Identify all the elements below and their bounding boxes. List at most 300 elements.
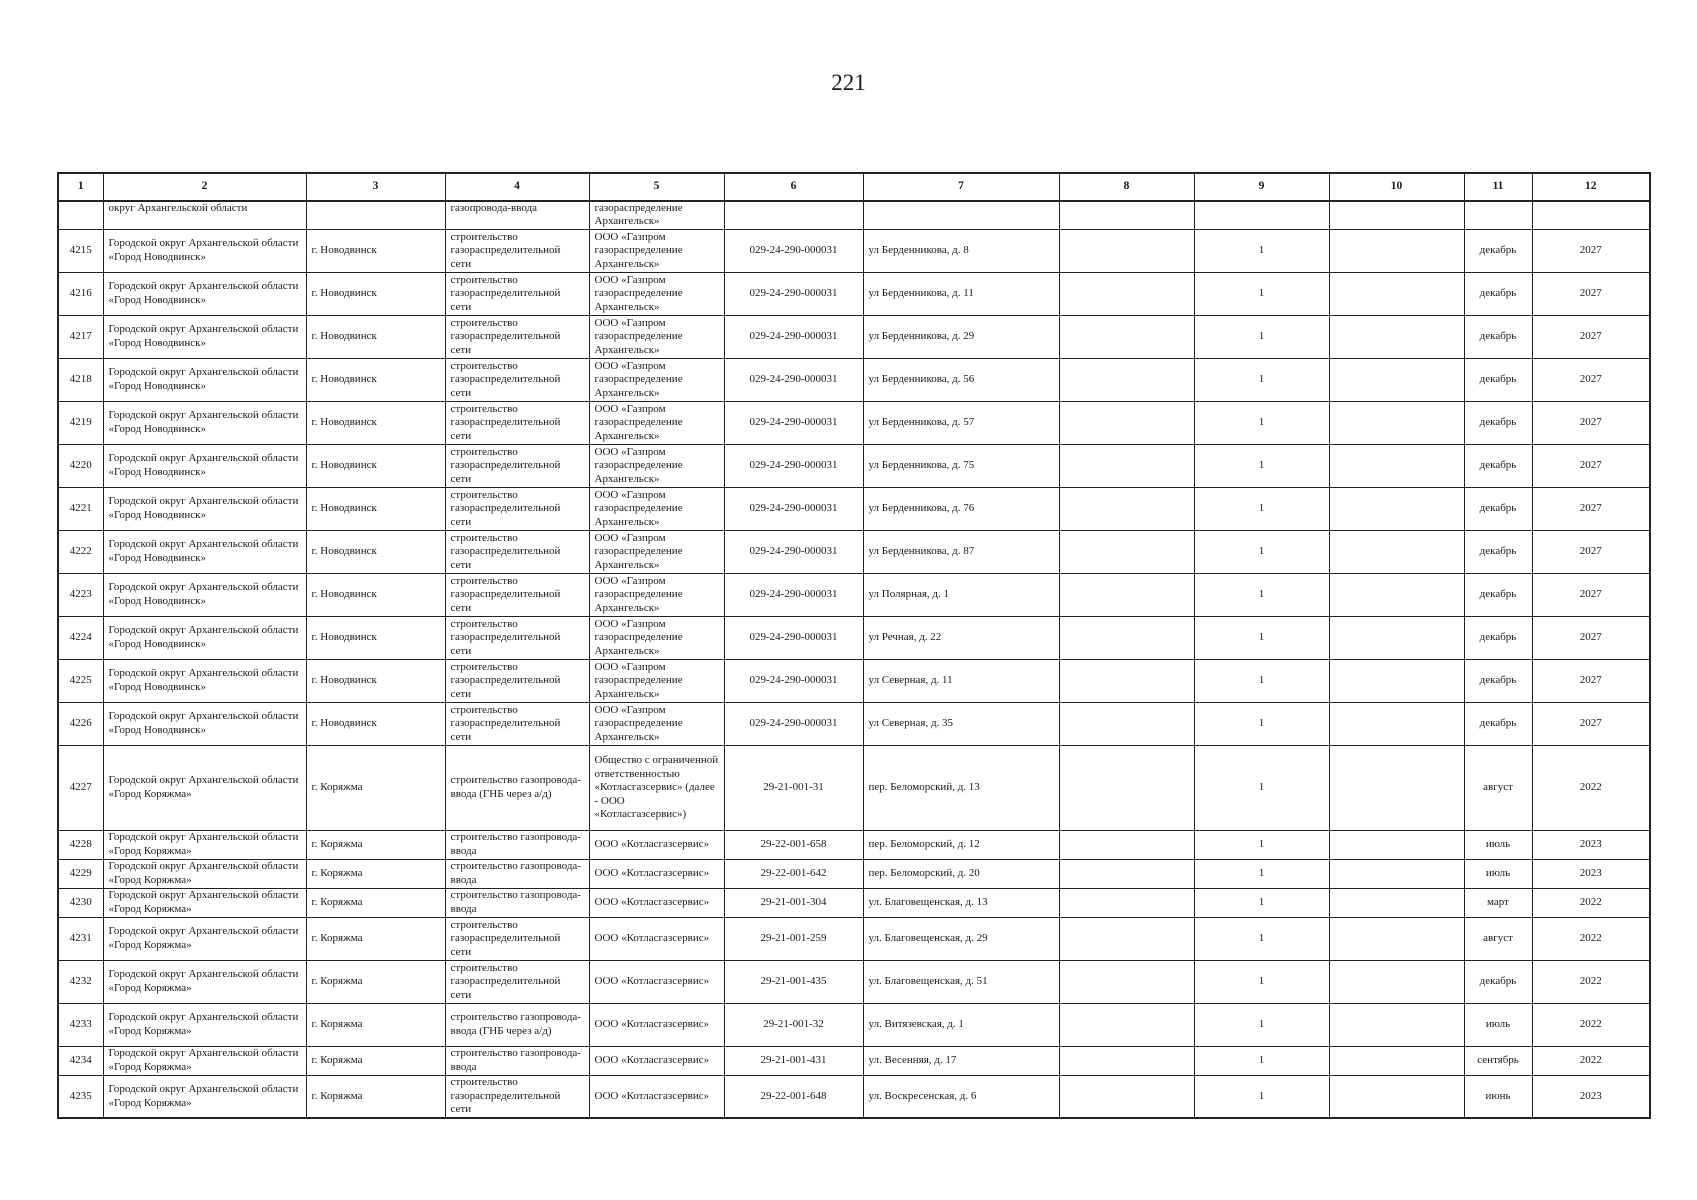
- month-cell: декабрь: [1464, 229, 1532, 272]
- column-10-cell: [1329, 616, 1464, 659]
- column-8-cell: [1059, 659, 1194, 702]
- locality-cell: г. Новодвинск: [306, 444, 445, 487]
- locality-cell: г. Новодвинск: [306, 659, 445, 702]
- column-8-cell: [1059, 573, 1194, 616]
- district-cell: Городской округ Архангельской области «Город Новодвинск»: [103, 702, 306, 745]
- work-type-cell: строительство газораспределительной сети: [445, 659, 589, 702]
- code-cell: 29-21-001-304: [724, 888, 863, 917]
- year-cell: 2023: [1532, 859, 1650, 888]
- cell: [58, 201, 103, 229]
- organization-cell: Общество с ограниченной ответственностью «Котласгазсервис» (далее - ООО «Котласгазсервис»): [589, 745, 724, 830]
- address-cell: ул Северная, д. 11: [863, 659, 1059, 702]
- district-cell: Городской округ Архангельской области «Город Новодвинск»: [103, 573, 306, 616]
- work-type-cell: строительство газораспределительной сети: [445, 573, 589, 616]
- address-cell: ул Северная, д. 35: [863, 702, 1059, 745]
- address-cell: пер. Беломорский, д. 12: [863, 830, 1059, 859]
- row-number: 4217: [58, 315, 103, 358]
- year-cell: 2023: [1532, 1075, 1650, 1118]
- cell: округ Архангельской области: [103, 201, 306, 229]
- row-number: 4220: [58, 444, 103, 487]
- column-header: 3: [306, 173, 445, 201]
- locality-cell: г. Новодвинск: [306, 702, 445, 745]
- column-8-cell: [1059, 702, 1194, 745]
- month-cell: декабрь: [1464, 616, 1532, 659]
- month-cell: декабрь: [1464, 315, 1532, 358]
- column-10-cell: [1329, 358, 1464, 401]
- cell: [1329, 201, 1464, 229]
- year-cell: 2027: [1532, 315, 1650, 358]
- year-cell: 2027: [1532, 272, 1650, 315]
- table-row: [58, 444, 1650, 487]
- code-cell: 029-24-290-000031: [724, 401, 863, 444]
- column-header: 8: [1059, 173, 1194, 201]
- address-cell: ул. Весенняя, д. 17: [863, 1046, 1059, 1075]
- column-9-cell: 1: [1194, 702, 1329, 745]
- column-10-cell: [1329, 573, 1464, 616]
- organization-cell: ООО «Газпром газораспределение Архангельск»: [589, 659, 724, 702]
- organization-cell: ООО «Котласгазсервис»: [589, 830, 724, 859]
- organization-cell: ООО «Газпром газораспределение Архангельск»: [589, 530, 724, 573]
- year-cell: 2022: [1532, 1046, 1650, 1075]
- table-row: [58, 1075, 1650, 1118]
- table-row: [58, 401, 1650, 444]
- row-number: 4216: [58, 272, 103, 315]
- column-10-cell: [1329, 830, 1464, 859]
- year-cell: 2022: [1532, 917, 1650, 960]
- gasification-register-table: [57, 172, 1651, 1119]
- work-type-cell: строительство газораспределительной сети: [445, 1075, 589, 1118]
- work-type-cell: строительство газораспределительной сети: [445, 917, 589, 960]
- code-cell: 029-24-290-000031: [724, 530, 863, 573]
- column-8-cell: [1059, 229, 1194, 272]
- locality-cell: г. Новодвинск: [306, 401, 445, 444]
- locality-cell: г. Коряжма: [306, 960, 445, 1003]
- district-cell: Городской округ Архангельской области «Город Коряжма»: [103, 1003, 306, 1046]
- cell: [1532, 201, 1650, 229]
- organization-cell: ООО «Котласгазсервис»: [589, 888, 724, 917]
- column-9-cell: 1: [1194, 1046, 1329, 1075]
- address-cell: ул Берденникова, д. 87: [863, 530, 1059, 573]
- table-body: [58, 201, 1650, 1118]
- month-cell: декабрь: [1464, 659, 1532, 702]
- row-number: 4235: [58, 1075, 103, 1118]
- month-cell: декабрь: [1464, 444, 1532, 487]
- code-cell: 029-24-290-000031: [724, 272, 863, 315]
- month-cell: декабрь: [1464, 358, 1532, 401]
- organization-cell: ООО «Газпром газораспределение Архангельск»: [589, 616, 724, 659]
- month-cell: июнь: [1464, 1075, 1532, 1118]
- address-cell: ул Берденникова, д. 57: [863, 401, 1059, 444]
- code-cell: 029-24-290-000031: [724, 573, 863, 616]
- code-cell: 029-24-290-000031: [724, 444, 863, 487]
- year-cell: 2027: [1532, 401, 1650, 444]
- address-cell: ул Берденникова, д. 76: [863, 487, 1059, 530]
- column-9-cell: 1: [1194, 272, 1329, 315]
- column-10-cell: [1329, 1046, 1464, 1075]
- table-row: [58, 358, 1650, 401]
- table-row: [58, 960, 1650, 1003]
- row-number: 4221: [58, 487, 103, 530]
- district-cell: Городской округ Архангельской области «Город Коряжма»: [103, 859, 306, 888]
- district-cell: Городской округ Архангельской области «Город Коряжма»: [103, 1046, 306, 1075]
- table-row: [58, 616, 1650, 659]
- column-8-cell: [1059, 444, 1194, 487]
- month-cell: сентябрь: [1464, 1046, 1532, 1075]
- column-9-cell: 1: [1194, 573, 1329, 616]
- cell: [1464, 201, 1532, 229]
- year-cell: 2022: [1532, 745, 1650, 830]
- district-cell: Городской округ Архангельской области «Город Новодвинск»: [103, 315, 306, 358]
- address-cell: ул Берденникова, д. 75: [863, 444, 1059, 487]
- district-cell: Городской округ Архангельской области «Город Новодвинск»: [103, 444, 306, 487]
- page-number: 221: [831, 70, 866, 95]
- address-cell: пер. Беломорский, д. 20: [863, 859, 1059, 888]
- organization-cell: ООО «Газпром газораспределение Архангельск»: [589, 702, 724, 745]
- column-9-cell: 1: [1194, 960, 1329, 1003]
- district-cell: Городской округ Архангельской области «Город Коряжма»: [103, 917, 306, 960]
- code-cell: 029-24-290-000031: [724, 659, 863, 702]
- column-header: 1: [58, 173, 103, 201]
- code-cell: 029-24-290-000031: [724, 616, 863, 659]
- column-8-cell: [1059, 1075, 1194, 1118]
- table-row: [58, 487, 1650, 530]
- district-cell: Городской округ Архангельской области «Город Новодвинск»: [103, 401, 306, 444]
- locality-cell: г. Новодвинск: [306, 272, 445, 315]
- continuation-row: [58, 201, 1650, 229]
- column-8-cell: [1059, 888, 1194, 917]
- year-cell: 2027: [1532, 444, 1650, 487]
- cell: [724, 201, 863, 229]
- column-10-cell: [1329, 1003, 1464, 1046]
- locality-cell: г. Коряжма: [306, 1003, 445, 1046]
- column-9-cell: 1: [1194, 315, 1329, 358]
- month-cell: август: [1464, 917, 1532, 960]
- month-cell: июль: [1464, 859, 1532, 888]
- row-number: 4218: [58, 358, 103, 401]
- column-header: 11: [1464, 173, 1532, 201]
- row-number: 4233: [58, 1003, 103, 1046]
- table-row: [58, 745, 1650, 830]
- header-row: [58, 173, 1650, 201]
- work-type-cell: строительство газораспределительной сети: [445, 530, 589, 573]
- locality-cell: г. Новодвинск: [306, 315, 445, 358]
- year-cell: 2027: [1532, 530, 1650, 573]
- year-cell: 2022: [1532, 888, 1650, 917]
- organization-cell: ООО «Газпром газораспределение Архангельск»: [589, 315, 724, 358]
- locality-cell: г. Коряжма: [306, 917, 445, 960]
- work-type-cell: строительство газораспределительной сети: [445, 358, 589, 401]
- month-cell: декабрь: [1464, 573, 1532, 616]
- year-cell: 2022: [1532, 960, 1650, 1003]
- column-10-cell: [1329, 859, 1464, 888]
- row-number: 4222: [58, 530, 103, 573]
- month-cell: август: [1464, 745, 1532, 830]
- locality-cell: г. Новодвинск: [306, 229, 445, 272]
- column-8-cell: [1059, 859, 1194, 888]
- code-cell: 29-21-001-31: [724, 745, 863, 830]
- column-8-cell: [1059, 830, 1194, 859]
- code-cell: 29-21-001-431: [724, 1046, 863, 1075]
- organization-cell: ООО «Газпром газораспределение Архангельск»: [589, 401, 724, 444]
- address-cell: ул. Воскресенская, д. 6: [863, 1075, 1059, 1118]
- table-row: [58, 315, 1650, 358]
- organization-cell: ООО «Газпром газораспределение Архангельск»: [589, 272, 724, 315]
- month-cell: декабрь: [1464, 702, 1532, 745]
- column-9-cell: 1: [1194, 659, 1329, 702]
- work-type-cell: строительство газораспределительной сети: [445, 444, 589, 487]
- year-cell: 2023: [1532, 830, 1650, 859]
- address-cell: ул Берденникова, д. 8: [863, 229, 1059, 272]
- column-9-cell: 1: [1194, 530, 1329, 573]
- locality-cell: г. Новодвинск: [306, 358, 445, 401]
- organization-cell: ООО «Котласгазсервис»: [589, 859, 724, 888]
- column-8-cell: [1059, 960, 1194, 1003]
- column-10-cell: [1329, 487, 1464, 530]
- column-8-cell: [1059, 358, 1194, 401]
- code-cell: 29-22-001-658: [724, 830, 863, 859]
- column-10-cell: [1329, 315, 1464, 358]
- locality-cell: г. Новодвинск: [306, 487, 445, 530]
- column-8-cell: [1059, 745, 1194, 830]
- table-row: [58, 702, 1650, 745]
- column-8-cell: [1059, 1046, 1194, 1075]
- column-header: 4: [445, 173, 589, 201]
- district-cell: Городской округ Архангельской области «Город Коряжма»: [103, 960, 306, 1003]
- code-cell: 029-24-290-000031: [724, 702, 863, 745]
- column-8-cell: [1059, 315, 1194, 358]
- row-number: 4228: [58, 830, 103, 859]
- month-cell: июль: [1464, 1003, 1532, 1046]
- table-row: [58, 917, 1650, 960]
- address-cell: ул. Благовещенская, д. 13: [863, 888, 1059, 917]
- district-cell: Городской округ Архангельской области «Город Новодвинск»: [103, 272, 306, 315]
- year-cell: 2027: [1532, 573, 1650, 616]
- month-cell: декабрь: [1464, 487, 1532, 530]
- column-header: 2: [103, 173, 306, 201]
- work-type-cell: строительство газораспределительной сети: [445, 315, 589, 358]
- year-cell: 2027: [1532, 487, 1650, 530]
- column-10-cell: [1329, 702, 1464, 745]
- table-row: [58, 272, 1650, 315]
- district-cell: Городской округ Архангельской области «Город Коряжма»: [103, 745, 306, 830]
- row-number: 4227: [58, 745, 103, 830]
- column-9-cell: 1: [1194, 487, 1329, 530]
- code-cell: 029-24-290-000031: [724, 229, 863, 272]
- table-header: [58, 173, 1650, 201]
- work-type-cell: строительство газораспределительной сети: [445, 401, 589, 444]
- organization-cell: ООО «Котласгазсервис»: [589, 917, 724, 960]
- address-cell: ул Полярная, д. 1: [863, 573, 1059, 616]
- column-8-cell: [1059, 1003, 1194, 1046]
- table-row: [58, 530, 1650, 573]
- column-9-cell: 1: [1194, 859, 1329, 888]
- organization-cell: ООО «Газпром газораспределение Архангельск»: [589, 444, 724, 487]
- column-9-cell: 1: [1194, 1075, 1329, 1118]
- work-type-cell: строительство газораспределительной сети: [445, 272, 589, 315]
- district-cell: Городской округ Архангельской области «Город Коряжма»: [103, 830, 306, 859]
- column-8-cell: [1059, 530, 1194, 573]
- column-10-cell: [1329, 401, 1464, 444]
- table-row: [58, 830, 1650, 859]
- year-cell: 2027: [1532, 659, 1650, 702]
- column-10-cell: [1329, 960, 1464, 1003]
- organization-cell: ООО «Газпром газораспределение Архангельск»: [589, 229, 724, 272]
- year-cell: 2027: [1532, 229, 1650, 272]
- month-cell: июль: [1464, 830, 1532, 859]
- table-row: [58, 573, 1650, 616]
- row-number: 4229: [58, 859, 103, 888]
- code-cell: 029-24-290-000031: [724, 315, 863, 358]
- column-10-cell: [1329, 229, 1464, 272]
- locality-cell: г. Коряжма: [306, 1075, 445, 1118]
- row-number: 4232: [58, 960, 103, 1003]
- row-number: 4230: [58, 888, 103, 917]
- cell: газопровода-ввода: [445, 201, 589, 229]
- column-9-cell: 1: [1194, 1003, 1329, 1046]
- row-number: 4219: [58, 401, 103, 444]
- work-type-cell: строительство газораспределительной сети: [445, 702, 589, 745]
- address-cell: ул Берденникова, д. 56: [863, 358, 1059, 401]
- cell: [1194, 201, 1329, 229]
- year-cell: 2022: [1532, 1003, 1650, 1046]
- cell: [863, 201, 1059, 229]
- code-cell: 029-24-290-000031: [724, 358, 863, 401]
- column-8-cell: [1059, 487, 1194, 530]
- row-number: 4224: [58, 616, 103, 659]
- district-cell: Городской округ Архангельской области «Город Новодвинск»: [103, 487, 306, 530]
- column-9-cell: 1: [1194, 616, 1329, 659]
- column-header: 6: [724, 173, 863, 201]
- address-cell: пер. Беломорский, д. 13: [863, 745, 1059, 830]
- column-9-cell: 1: [1194, 229, 1329, 272]
- year-cell: 2027: [1532, 616, 1650, 659]
- code-cell: 29-22-001-648: [724, 1075, 863, 1118]
- work-type-cell: строительство газопровода-ввода: [445, 1046, 589, 1075]
- column-8-cell: [1059, 917, 1194, 960]
- column-9-cell: 1: [1194, 401, 1329, 444]
- year-cell: 2027: [1532, 358, 1650, 401]
- code-cell: 29-22-001-642: [724, 859, 863, 888]
- district-cell: Городской округ Архангельской области «Город Новодвинск»: [103, 229, 306, 272]
- column-9-cell: 1: [1194, 358, 1329, 401]
- work-type-cell: строительство газопровода-ввода: [445, 859, 589, 888]
- locality-cell: г. Новодвинск: [306, 616, 445, 659]
- locality-cell: г. Коряжма: [306, 888, 445, 917]
- organization-cell: ООО «Котласгазсервис»: [589, 1046, 724, 1075]
- month-cell: декабрь: [1464, 530, 1532, 573]
- district-cell: Городской округ Архангельской области «Город Новодвинск»: [103, 530, 306, 573]
- cell: [306, 201, 445, 229]
- organization-cell: ООО «Котласгазсервис»: [589, 960, 724, 1003]
- column-9-cell: 1: [1194, 745, 1329, 830]
- table-row: [58, 1003, 1650, 1046]
- work-type-cell: строительство газораспределительной сети: [445, 960, 589, 1003]
- column-10-cell: [1329, 444, 1464, 487]
- row-number: 4234: [58, 1046, 103, 1075]
- table-row: [58, 659, 1650, 702]
- column-9-cell: 1: [1194, 830, 1329, 859]
- column-header: 12: [1532, 173, 1650, 201]
- column-10-cell: [1329, 888, 1464, 917]
- row-number: 4225: [58, 659, 103, 702]
- organization-cell: ООО «Газпром газораспределение Архангельск»: [589, 573, 724, 616]
- organization-cell: ООО «Котласгазсервис»: [589, 1003, 724, 1046]
- table-row: [58, 888, 1650, 917]
- row-number: 4223: [58, 573, 103, 616]
- address-cell: ул Речная, д. 22: [863, 616, 1059, 659]
- organization-cell: ООО «Газпром газораспределение Архангельск»: [589, 487, 724, 530]
- cell: [1059, 201, 1194, 229]
- code-cell: 029-24-290-000031: [724, 487, 863, 530]
- organization-cell: ООО «Газпром газораспределение Архангельск»: [589, 358, 724, 401]
- cell: газораспределение Архангельск»: [589, 201, 724, 229]
- column-8-cell: [1059, 272, 1194, 315]
- month-cell: декабрь: [1464, 960, 1532, 1003]
- column-9-cell: 1: [1194, 917, 1329, 960]
- work-type-cell: строительство газопровода-ввода: [445, 888, 589, 917]
- column-8-cell: [1059, 616, 1194, 659]
- work-type-cell: строительство газораспределительной сети: [445, 487, 589, 530]
- organization-cell: ООО «Котласгазсервис»: [589, 1075, 724, 1118]
- locality-cell: г. Новодвинск: [306, 530, 445, 573]
- column-9-cell: 1: [1194, 888, 1329, 917]
- district-cell: Городской округ Архангельской области «Город Новодвинск»: [103, 616, 306, 659]
- address-cell: ул. Благовещенская, д. 29: [863, 917, 1059, 960]
- month-cell: декабрь: [1464, 272, 1532, 315]
- column-header: 9: [1194, 173, 1329, 201]
- table-row: [58, 1046, 1650, 1075]
- column-8-cell: [1059, 401, 1194, 444]
- work-type-cell: строительство газопровода-ввода (ГНБ через а/д): [445, 745, 589, 830]
- column-10-cell: [1329, 659, 1464, 702]
- table-row: [58, 229, 1650, 272]
- locality-cell: г. Коряжма: [306, 745, 445, 830]
- locality-cell: г. Коряжма: [306, 830, 445, 859]
- column-10-cell: [1329, 917, 1464, 960]
- year-cell: 2027: [1532, 702, 1650, 745]
- column-10-cell: [1329, 745, 1464, 830]
- column-header: 10: [1329, 173, 1464, 201]
- column-10-cell: [1329, 272, 1464, 315]
- month-cell: март: [1464, 888, 1532, 917]
- address-cell: ул. Витязевская, д. 1: [863, 1003, 1059, 1046]
- district-cell: Городской округ Архангельской области «Город Новодвинск»: [103, 358, 306, 401]
- district-cell: Городской округ Архангельской области «Город Новодвинск»: [103, 659, 306, 702]
- column-10-cell: [1329, 1075, 1464, 1118]
- work-type-cell: строительство газопровода-ввода: [445, 830, 589, 859]
- code-cell: 29-21-001-259: [724, 917, 863, 960]
- locality-cell: г. Коряжма: [306, 859, 445, 888]
- column-header: 7: [863, 173, 1059, 201]
- locality-cell: г. Новодвинск: [306, 573, 445, 616]
- code-cell: 29-21-001-435: [724, 960, 863, 1003]
- locality-cell: г. Коряжма: [306, 1046, 445, 1075]
- row-number: 4215: [58, 229, 103, 272]
- district-cell: Городской округ Архангельской области «Город Коряжма»: [103, 1075, 306, 1118]
- work-type-cell: строительство газораспределительной сети: [445, 616, 589, 659]
- column-header: 5: [589, 173, 724, 201]
- row-number: 4226: [58, 702, 103, 745]
- code-cell: 29-21-001-32: [724, 1003, 863, 1046]
- address-cell: ул. Благовещенская, д. 51: [863, 960, 1059, 1003]
- row-number: 4231: [58, 917, 103, 960]
- address-cell: ул Берденникова, д. 11: [863, 272, 1059, 315]
- district-cell: Городской округ Архангельской области «Город Коряжма»: [103, 888, 306, 917]
- work-type-cell: строительство газораспределительной сети: [445, 229, 589, 272]
- column-9-cell: 1: [1194, 444, 1329, 487]
- work-type-cell: строительство газопровода-ввода (ГНБ через а/д): [445, 1003, 589, 1046]
- table-row: [58, 859, 1650, 888]
